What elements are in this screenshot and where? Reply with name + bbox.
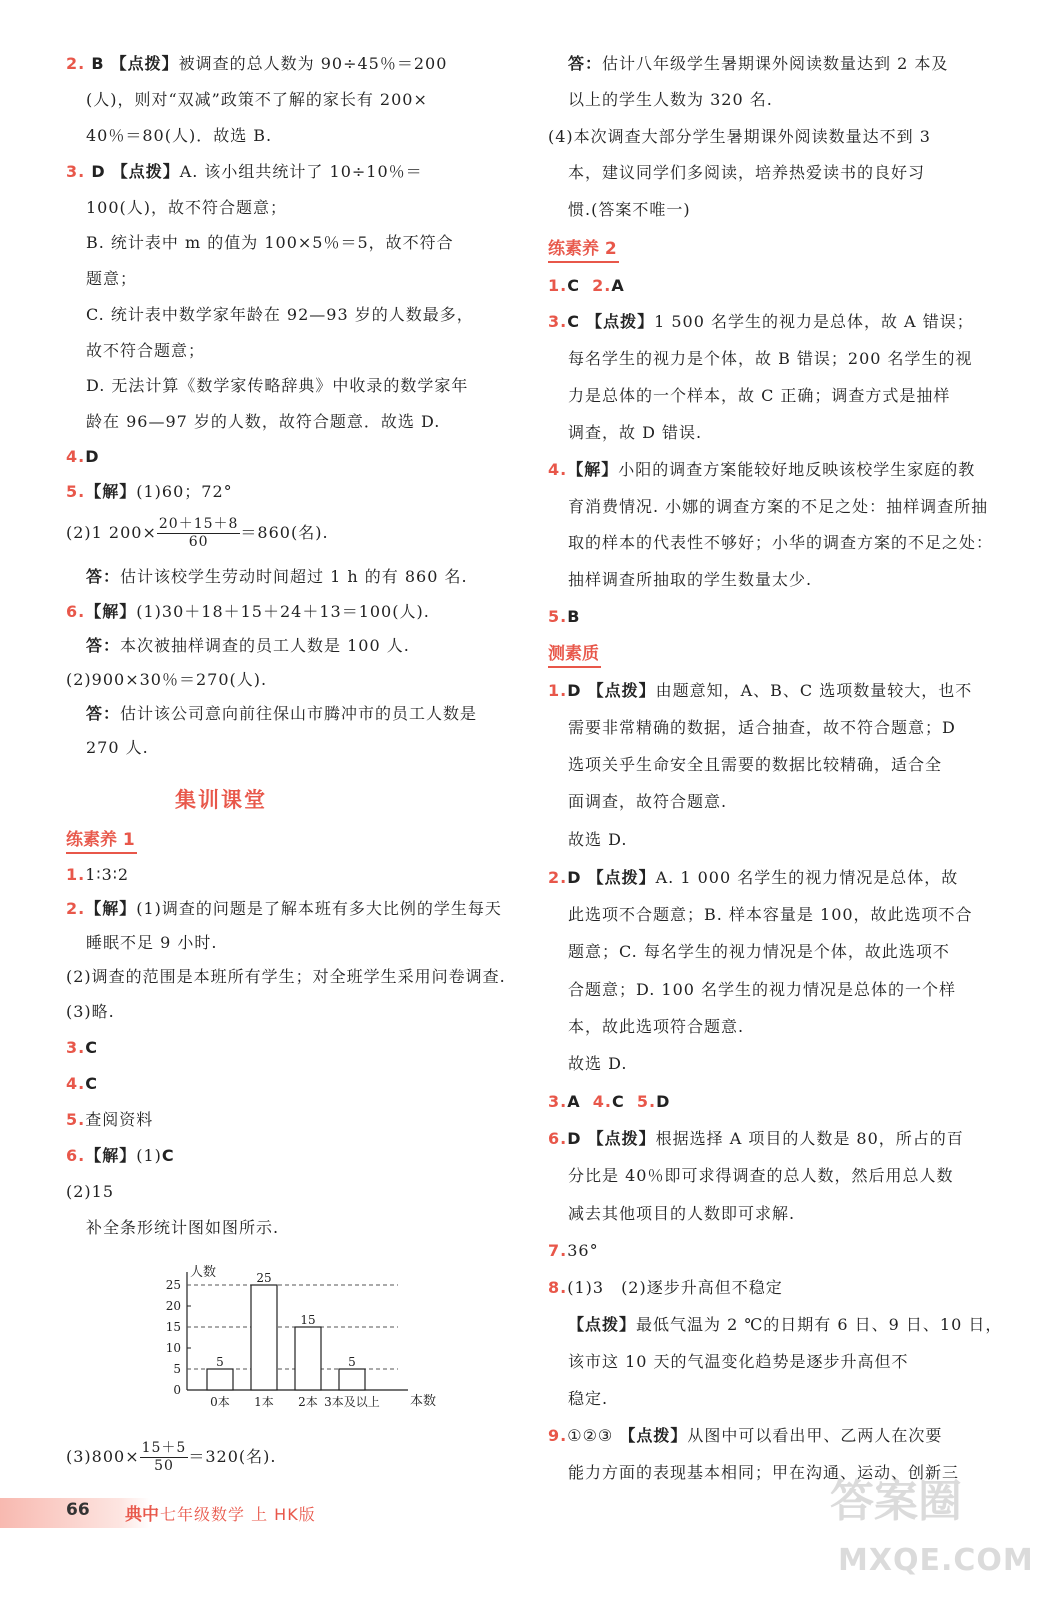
fraction-numerator: 20＋15＋8: [158, 516, 239, 532]
center-section-title: 集训课堂: [175, 788, 267, 812]
s3-q8-line-1: [548, 1277, 783, 1299]
s3-q8-line-3: 该市这 10 天的气温变化趋势是逐步升高但不: [568, 1352, 909, 1371]
text: 1∶3∶2: [85, 865, 130, 884]
fraction: [157, 516, 241, 551]
s3-q7-line: [548, 1240, 599, 1262]
question-number: 3.: [548, 1092, 568, 1111]
question-number: 6.: [66, 602, 86, 621]
q5-line-1: [66, 481, 233, 503]
s1-q1-line: [66, 864, 129, 886]
r1-line-2: 以上的学生人数为 320 名.: [568, 90, 773, 109]
s2-q3-line-3: 力是总体的一个样本，故 C 正确；调查方式是抽样: [568, 386, 951, 405]
s3-q8-line-2: [568, 1314, 1002, 1336]
q6-line-3: (2)900×30％＝270(人).: [66, 670, 268, 689]
s2-q3-line-2: 每名学生的视力是个体，故 B 错误；200 名学生的视: [568, 349, 973, 368]
text: (1)3 (2)逐步升高但不稳定: [567, 1278, 783, 1297]
text: (1)30＋18＋15＋24＋13＝100(人).: [136, 602, 430, 621]
text: 本次被抽样调查的员工人数是 100 人.: [120, 636, 410, 655]
y-tick-label: 25: [165, 1278, 181, 1292]
question-number: 4.: [548, 460, 568, 479]
bar-data-label: 25: [256, 1271, 272, 1285]
section-heading-test: 测素质: [548, 643, 601, 668]
answer-label: 答：: [568, 54, 603, 73]
solution-tag: 【解】: [85, 482, 137, 501]
s3-q2-line-5: 本，故此选项符合题意.: [568, 1017, 745, 1036]
s3-q9-line-1: [548, 1425, 942, 1447]
fraction-denominator: 60: [188, 534, 209, 550]
q3-line-4: 题意；: [86, 269, 138, 288]
question-number: 2.: [592, 276, 612, 295]
text: 被调查的总人数为 90÷45％＝200: [178, 54, 448, 73]
answer-letter: D: [567, 681, 582, 700]
question-number: 7.: [548, 1241, 568, 1260]
question-number: 2.: [548, 868, 568, 887]
s3-q2-line-3: 题意；C. 每名学生的视力情况是个体，故此选项不: [568, 942, 950, 961]
q4-line: [66, 446, 100, 468]
hint-tag: 【点拨】: [568, 1315, 637, 1334]
text: (3)800×: [66, 1447, 140, 1466]
q2-line-2: (人)，则对“双减”政策不了解的家长有 200×: [86, 90, 428, 109]
s1-q6-line-2: (2)15: [66, 1182, 115, 1201]
y-tick-label: 0: [173, 1383, 181, 1397]
s2-q1-q2-line: [548, 275, 625, 297]
question-number: 3.: [548, 312, 568, 331]
s3-q1-line-4: 面调查，故符合题意.: [568, 792, 728, 811]
brand-logo: 典中: [125, 1505, 159, 1525]
answer-label: 答：: [86, 636, 121, 655]
x-tick-label: 0本: [210, 1395, 230, 1409]
bar: [339, 1369, 365, 1390]
question-number: 1.: [548, 276, 568, 295]
answer-letter: D: [567, 868, 582, 887]
q2-line-3: 40％＝80(人)．故选 B.: [86, 126, 273, 145]
text: A. 该小组共统计了 10÷10％＝: [179, 162, 423, 181]
answer-letter: C: [161, 1146, 175, 1165]
answer-letter: D: [85, 447, 100, 466]
s1-q2-line-1: [66, 898, 502, 920]
x-axis-label: 本数: [410, 1394, 437, 1409]
s2-q4-line-3: 取的样本的代表性不够好；小华的调查方案的不足之处：: [568, 533, 994, 552]
bar: [251, 1285, 277, 1390]
bar-data-label: 5: [348, 1355, 356, 1369]
r1-line-4: 本，建议同学们多阅读，培养热爱读书的良好习: [568, 163, 926, 182]
answer-letter: D: [656, 1092, 671, 1111]
question-number: 4.: [66, 447, 86, 466]
q3-line-7: D. 无法计算《数学家传略辞典》中收录的数学家年: [86, 376, 469, 395]
hint-tag: 【点拨】: [587, 681, 656, 700]
text: 小阳的调查方案能较好地反映该校学生家庭的教: [618, 460, 976, 479]
q3-line-6: 故不符合题意；: [86, 341, 206, 360]
fraction-numerator: 15＋5: [141, 1440, 187, 1456]
q5-line-2: [66, 516, 329, 551]
s3-q6-line-3: 减去其他项目的人数即可求解.: [568, 1204, 796, 1223]
text: (1)调查的问题是了解本班有多大比例的学生每天: [136, 899, 502, 918]
s3-q6-line-2: 分比是 40％即可求得调查的总人数，然后用总人数: [568, 1166, 954, 1185]
answer-letter: C: [567, 276, 580, 295]
s3-q1-line-1: [548, 680, 972, 702]
solution-tag: 【解】: [85, 1146, 137, 1165]
text: (1)60；72°: [136, 482, 233, 501]
s3-q2-line-6: 故选 D.: [568, 1054, 628, 1073]
question-number: 5.: [636, 1092, 657, 1111]
text: 估计八年级学生暑期课外阅读数量达到 2 本及: [602, 54, 949, 73]
q2-line-1: [66, 53, 447, 75]
hint-tag: 【点拨】: [110, 54, 179, 73]
x-tick-label: 3本及以上: [324, 1395, 380, 1409]
answer-label: 答：: [86, 567, 121, 586]
answer-letter: D: [91, 162, 106, 181]
s1-q2-line-2: 睡眠不足 9 小时.: [86, 933, 218, 952]
s2-q3-line-4: 调查，故 D 错误.: [568, 423, 703, 442]
watermark-text: 答案圈: [830, 1476, 962, 1527]
hint-tag: 【点拨】: [586, 312, 655, 331]
s3-q2-line-1: [548, 867, 958, 889]
answer-label: 答：: [86, 704, 121, 723]
s3-q1-line-5: 故选 D.: [568, 830, 628, 849]
q6-line-2: [86, 635, 410, 657]
question-number: 5.: [66, 1110, 86, 1129]
s2-q4-line-1: [548, 459, 975, 481]
question-number: 8.: [548, 1278, 568, 1297]
y-axis-label: 人数: [190, 1265, 217, 1280]
text: 查阅资料: [85, 1110, 154, 1129]
question-number: 4.: [66, 1074, 86, 1093]
answer-letter: A: [567, 1092, 581, 1111]
s1-q2-line-4: (3)略.: [66, 1002, 115, 1021]
answer-letter: B: [567, 607, 581, 626]
section-heading-practice-1: 练素养 1: [66, 829, 137, 854]
s3-q1-line-2: 需要非常精确的数据，适合抽查，故不符合题意；D: [568, 718, 956, 737]
answer-letter: A: [611, 276, 625, 295]
bar: [295, 1327, 321, 1390]
text: 从图中可以看出甲、乙两人在次要: [687, 1426, 943, 1445]
q3-line-1: [66, 161, 423, 183]
text: 估计该公司意向前往保山市腾冲市的员工人数是: [120, 704, 478, 723]
question-number: 6.: [66, 1146, 86, 1165]
y-tick-label: 10: [165, 1341, 181, 1355]
r1-line-3: (4)本次调查大部分学生暑期课外阅读数量达不到 3: [548, 127, 931, 146]
bar-data-label: 15: [300, 1313, 316, 1327]
s3-q3-q5-line: [548, 1091, 670, 1113]
answer-letter: C: [85, 1038, 98, 1057]
s1-q4-line: [66, 1073, 98, 1095]
fraction-denominator: 50: [154, 1458, 174, 1474]
x-tick-label: 2本: [298, 1395, 318, 1409]
s1-q6-line-3: 补全条形统计图如图所示.: [86, 1218, 280, 1237]
y-tick-label: 15: [165, 1320, 181, 1334]
q3-line-2: 100(人)，故不符合题意；: [86, 198, 288, 217]
q3-line-5: C. 统计表中数学家年龄在 92—93 岁的人数最多，: [86, 305, 474, 324]
book-title: 七年级数学 上 HK版: [160, 1505, 316, 1524]
page-number: 66: [66, 1500, 90, 1520]
watermark: [830, 1465, 1040, 1590]
section-heading-practice-2: 练素养 2: [548, 238, 619, 263]
s3-q9-line-2: 能力方面的表现基本相同；甲在沟通、运动、创新三: [568, 1463, 960, 1482]
answer-letter: C: [85, 1074, 98, 1093]
y-tick-label: 20: [165, 1299, 181, 1313]
question-number: 2.: [66, 54, 86, 73]
text: 由题意知，A、B、C 选项数量较大，也不: [655, 681, 973, 700]
x-tick-label: 1本: [254, 1395, 274, 1409]
text: 根据选择 A 项目的人数是 80，所占的百: [655, 1129, 964, 1148]
hint-tag: 【点拨】: [619, 1426, 688, 1445]
question-number: 3.: [66, 162, 86, 181]
s1-q6-line-4: [66, 1440, 276, 1475]
chart-marks: [207, 1271, 380, 1409]
s2-q4-line-4: 抽样调查所抽取的学生数量太少.: [568, 570, 813, 589]
y-tick-label: 5: [173, 1362, 181, 1376]
q6-line-1: [66, 601, 430, 623]
solution-tag: 【解】: [85, 899, 137, 918]
text: ①②③: [567, 1426, 614, 1445]
hint-tag: 【点拨】: [111, 162, 180, 181]
text: 1 500 名学生的视力是总体，故 A 错误；: [654, 312, 974, 331]
fraction: [140, 1440, 189, 1475]
s2-q3-line-1: [548, 311, 974, 333]
text: (2)1 200×: [66, 523, 157, 542]
answer-letter: D: [567, 1129, 582, 1148]
hint-tag: 【点拨】: [587, 1129, 656, 1148]
s1-q3-line: [66, 1037, 98, 1059]
answer-letter: C: [612, 1092, 625, 1111]
s3-q2-line-4: 合题意；D. 100 名学生的视力情况是总体的一个样: [568, 980, 957, 999]
answer-letter: B: [91, 54, 105, 73]
question-number: 3.: [66, 1038, 86, 1057]
text: A. 1 000 名学生的视力情况是总体，故: [655, 868, 959, 887]
bar-chart: [150, 1260, 450, 1420]
q6-line-4: [86, 703, 477, 725]
question-number: 1.: [66, 865, 86, 884]
text: 最低气温为 2 ℃的日期有 6 日、9 日、10 日，: [636, 1315, 1003, 1334]
question-number: 9.: [548, 1426, 568, 1445]
question-number: 5.: [66, 482, 86, 501]
solution-tag: 【解】: [85, 602, 137, 621]
s2-q4-line-2: 育消费情况. 小娜的调查方案的不足之处：抽样调查所抽: [568, 497, 989, 516]
r1-line-5: 惯.(答案不唯一): [568, 200, 691, 219]
text: 36°: [567, 1241, 599, 1260]
bar: [207, 1369, 233, 1390]
answer-letter: C: [567, 312, 580, 331]
solution-tag: 【解】: [567, 460, 619, 479]
q3-line-8: 龄在 96—97 岁的人数，故符合题意．故选 D.: [86, 412, 441, 431]
text: ＝860(名).: [240, 523, 329, 542]
s2-q5-line: [548, 606, 580, 628]
question-number: 4.: [592, 1092, 612, 1111]
s1-q6-line-1: [66, 1145, 175, 1167]
question-number: 1.: [548, 681, 568, 700]
s3-q6-line-1: [548, 1128, 964, 1150]
text: (1): [136, 1146, 162, 1165]
s1-q5-line: [66, 1109, 153, 1131]
question-number: 6.: [548, 1129, 568, 1148]
question-number: 2.: [66, 899, 86, 918]
question-number: 5.: [548, 607, 568, 626]
s3-q2-line-2: 此选项不合题意；B. 样本容量是 100，故此选项不合: [568, 905, 973, 924]
q3-line-3: B. 统计表中 m 的值为 100×5％＝5，故不符合: [86, 233, 454, 252]
q6-line-5: 270 人.: [86, 738, 149, 757]
hint-tag: 【点拨】: [587, 868, 656, 887]
s3-q8-line-4: 稳定.: [568, 1389, 609, 1408]
bar-data-label: 5: [216, 1355, 224, 1369]
s1-q2-line-3: (2)调查的范围是本班所有学生；对全班学生采用问卷调查.: [66, 967, 506, 986]
watermark-url: MXQE.COM: [838, 1543, 1034, 1578]
s3-q1-line-3: 选项关乎生命安全且需要的数据比较精确，适合全: [568, 755, 943, 774]
text: 估计该校学生劳动时间超过 1 h 的有 860 名.: [120, 567, 468, 586]
q5-line-3: [86, 566, 468, 588]
r1-line-1: [568, 53, 948, 75]
text: ＝320(名).: [188, 1447, 277, 1466]
